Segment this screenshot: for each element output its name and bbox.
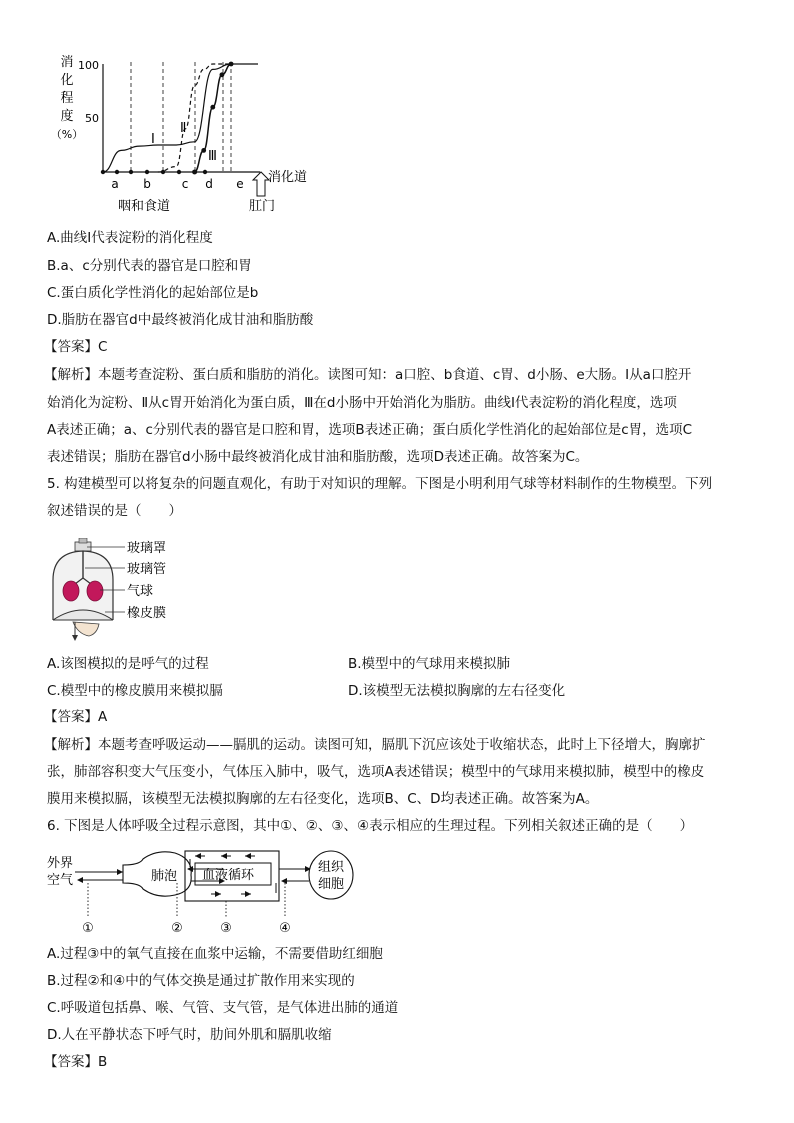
q5-stem-2: 叙述错误的是（ ） <box>47 503 182 519</box>
q5-answer: 【答案】A <box>44 709 108 725</box>
curve-label-2: Ⅱ <box>180 121 187 136</box>
anus-label: 肛门 <box>249 199 276 214</box>
curve-3-point <box>201 148 206 153</box>
q6-answer: 【答案】B <box>44 1054 108 1070</box>
curve-3-point <box>220 72 225 77</box>
q5-stem-1: 5. 构建模型可以将复杂的问题直观化，有助于对知识的理解。下图是小明利用气球等材料制作的生物模型。下列 <box>47 476 713 492</box>
q4-option-b: B.a、c分别代表的器官是口腔和胃 <box>47 258 252 274</box>
chart-ylabel-1: 消 <box>60 55 74 70</box>
throat-label: 咽和食道 <box>118 199 171 214</box>
curve-label-1: Ⅰ <box>151 132 155 147</box>
hand-icon <box>73 622 99 636</box>
outside-air-1: 外界 <box>47 856 74 871</box>
q5-option-a: A.该图模拟的是呼气的过程 <box>47 656 209 672</box>
q6-option-c: C.呼吸道包括鼻、喉、气管、支气管，是气体进出肺的通道 <box>47 1000 399 1016</box>
label-glass-tube: 玻璃管 <box>127 562 167 577</box>
x-axis-label: 消化道 <box>268 170 308 185</box>
stopper <box>75 542 91 551</box>
x-label-a: a <box>111 177 119 191</box>
q5-analysis-2: 张，肺部容积变大气压变小，气体压入肺中，吸气，选项A表述错误；模型中的气球用来模拟肺，模型中的橡皮 <box>47 764 705 780</box>
balloon-left <box>63 581 79 601</box>
process-2-label: ② <box>171 921 183 936</box>
alveoli-label: 肺泡 <box>151 869 178 884</box>
chart-ylabel-3: 程 <box>60 91 74 106</box>
tissue-cells-1: 组织 <box>317 860 345 875</box>
digestion-chart <box>45 48 325 218</box>
process-4-label: ④ <box>279 921 291 936</box>
bell-jar-model <box>45 538 205 643</box>
q4-analysis-1: 【解析】本题考查淀粉、蛋白质和脂肪的消化。读图可知：a口腔、b食道、c胃、d小肠、e大肠。Ⅰ从a口腔开 <box>44 367 692 383</box>
q5-option-b: B.模型中的气球用来模拟肺 <box>348 656 511 672</box>
q4-option-a: A.曲线Ⅰ代表淀粉的消化程度 <box>47 230 213 246</box>
process-1-label: ① <box>82 921 94 936</box>
x-label-b: b <box>143 177 151 191</box>
curve-series-2 <box>158 64 231 172</box>
x-label-e: e <box>236 177 244 191</box>
q5-analysis-3: 膜用来模拟膈，该模型无法模拟胸廓的左右径变化，选项B、C、D均表述正确。故答案为A。 <box>47 791 599 807</box>
label-balloon: 气球 <box>127 584 154 599</box>
chart-ylabel-2: 化 <box>60 73 74 88</box>
curve-label-3: Ⅲ <box>208 149 217 164</box>
q5-analysis-1: 【解析】本题考查呼吸运动——膈肌的运动。读图可知，膈肌下沉应该处于收缩状态，此时上下径增大，胸廓扩 <box>44 737 706 753</box>
x-label-c: c <box>181 177 189 191</box>
q5-option-c: C.模型中的橡皮膜用来模拟膈 <box>47 683 223 699</box>
y-tick-100: 100 <box>78 59 99 72</box>
q4-answer: 【答案】C <box>44 339 108 355</box>
circulation-label: 血液循环 <box>202 868 255 883</box>
q5-option-d: D.该模型无法模拟胸廓的左右径变化 <box>348 683 566 699</box>
y-tick-50: 50 <box>85 112 99 125</box>
q6-option-b: B.过程②和④中的气体交换是通过扩散作用来实现的 <box>47 973 355 989</box>
curve-3-point <box>210 105 215 110</box>
q4-analysis-4: 表述错误；脂肪在器官d小肠中最终被消化成甘油和脂肪酸，选项D表述正确。故答案为C。 <box>47 449 589 465</box>
balloon-right <box>87 581 103 601</box>
chart-ylabel-5: （%） <box>50 128 84 141</box>
q6-option-d: D.人在平静状态下呼气时，肋间外肌和膈肌收缩 <box>47 1027 332 1043</box>
down-arrow-icon <box>72 635 78 641</box>
q4-analysis-2: 始消化为淀粉、Ⅱ从c胃开始消化为蛋白质，Ⅲ在d小肠中开始消化为脂肪。曲线Ⅰ代表淀粉的消化程度，选项 <box>47 395 677 411</box>
chart-ylabel-4: 度 <box>60 109 74 124</box>
anus-arrow-icon <box>253 172 269 196</box>
q6-stem: 6. 下图是人体呼吸全过程示意图，其中①、②、③、④表示相应的生理过程。下列相关叙述正确的是（ ） <box>47 818 694 834</box>
label-glass-jar: 玻璃罩 <box>127 541 167 556</box>
q4-analysis-3: A表述正确；a、c分别代表的器官是口腔和胃，选项B表述正确；蛋白质化学性消化的起始部位是c胃，选项C <box>47 422 693 438</box>
q6-option-a: A.过程③中的氧气直接在血浆中运输，不需要借助红细胞 <box>47 946 383 962</box>
curve-3-point <box>192 170 197 175</box>
outside-air-2: 空气 <box>47 873 74 888</box>
respiration-diagram <box>45 843 365 938</box>
q4-option-d: D.脂肪在器官d中最终被消化成甘油和脂肪酸 <box>47 312 314 328</box>
tissue-cells-2: 细胞 <box>317 877 345 892</box>
process-3-label: ③ <box>220 921 232 936</box>
x-label-d: d <box>205 177 213 191</box>
q4-option-c: C.蛋白质化学性消化的起始部位是b <box>47 285 259 301</box>
label-rubber-membrane: 橡皮膜 <box>127 606 167 621</box>
